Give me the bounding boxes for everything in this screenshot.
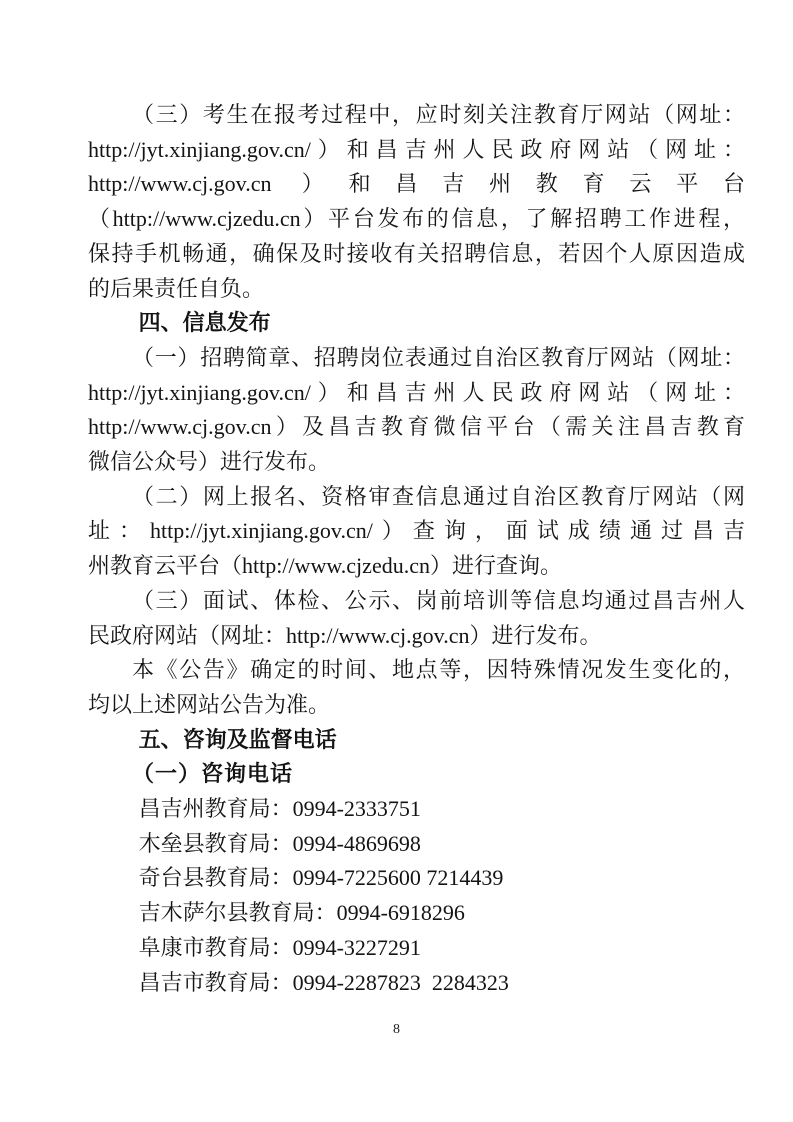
doc-line: 本《公告》确定的时间、地点等，因特殊情况发生变化的， bbox=[132, 657, 745, 683]
phone-line-changjizhou: 昌吉州教育局：0994-2333751 bbox=[138, 796, 421, 822]
subsection-heading-consult-phone: （一）咨询电话 bbox=[132, 761, 294, 787]
doc-line: 民政府网站（网址：http://www.cj.gov.cn）进行发布。 bbox=[88, 622, 602, 648]
phone-line-changjishi: 昌吉市教育局：0994-2287823 2284323 bbox=[138, 969, 509, 995]
doc-line: 的后果责任自负。 bbox=[88, 275, 265, 301]
doc-line: http://jyt.xinjiang.gov.cn/）和昌吉州人民政府网站（网址： bbox=[88, 136, 745, 162]
doc-line: （三）面试、体检、公示、岗前培训等信息均通过昌吉州人 bbox=[132, 587, 745, 613]
doc-line: 微信公众号）进行发布。 bbox=[88, 449, 331, 475]
page-number: 8 bbox=[393, 1022, 400, 1037]
doc-line: http://www.cj.gov.cn ）和昌吉州教育云平台 bbox=[88, 171, 745, 197]
doc-line: http://www.cj.gov.cn）及昌吉教育微信平台（需关注昌吉教育 bbox=[88, 414, 745, 440]
document-body bbox=[88, 98, 745, 1000]
phone-line-qitai: 奇台县教育局：0994-7225600 7214439 bbox=[138, 865, 504, 891]
doc-line: （二）网上报名、资格审查信息通过自治区教育厅网站（网 bbox=[132, 483, 745, 509]
doc-line: 址：http://jyt.xinjiang.gov.cn/）查询，面试成绩通过昌吉 bbox=[88, 518, 745, 544]
doc-line: （三）考生在报考过程中，应时刻关注教育厅网站（网址： bbox=[132, 102, 745, 127]
section-heading-4: 四、信息发布 bbox=[138, 310, 271, 336]
phone-line-mulei: 木垒县教育局：0994-4869698 bbox=[138, 830, 421, 856]
doc-line: http://jyt.xinjiang.gov.cn/）和昌吉州人民政府网站（网址： bbox=[88, 379, 745, 405]
phone-line-fukang: 阜康市教育局：0994-3227291 bbox=[138, 934, 421, 960]
doc-line: 均以上述网站公告为准。 bbox=[88, 691, 331, 717]
doc-line: （http://www.cjzedu.cn）平台发布的信息，了解招聘工作进程， bbox=[88, 206, 745, 232]
doc-line: （一）招聘简章、招聘岗位表通过自治区教育厅网站（网址： bbox=[132, 344, 745, 370]
doc-line: 州教育云平台（http://www.cjzedu.cn）进行查询。 bbox=[88, 553, 562, 579]
phone-line-jimusaer: 吉木萨尔县教育局：0994-6918296 bbox=[138, 900, 465, 926]
section-heading-5: 五、咨询及监督电话 bbox=[138, 726, 337, 752]
doc-line: 保持手机畅通，确保及时接收有关招聘信息，若因个人原因造成 bbox=[88, 240, 745, 266]
